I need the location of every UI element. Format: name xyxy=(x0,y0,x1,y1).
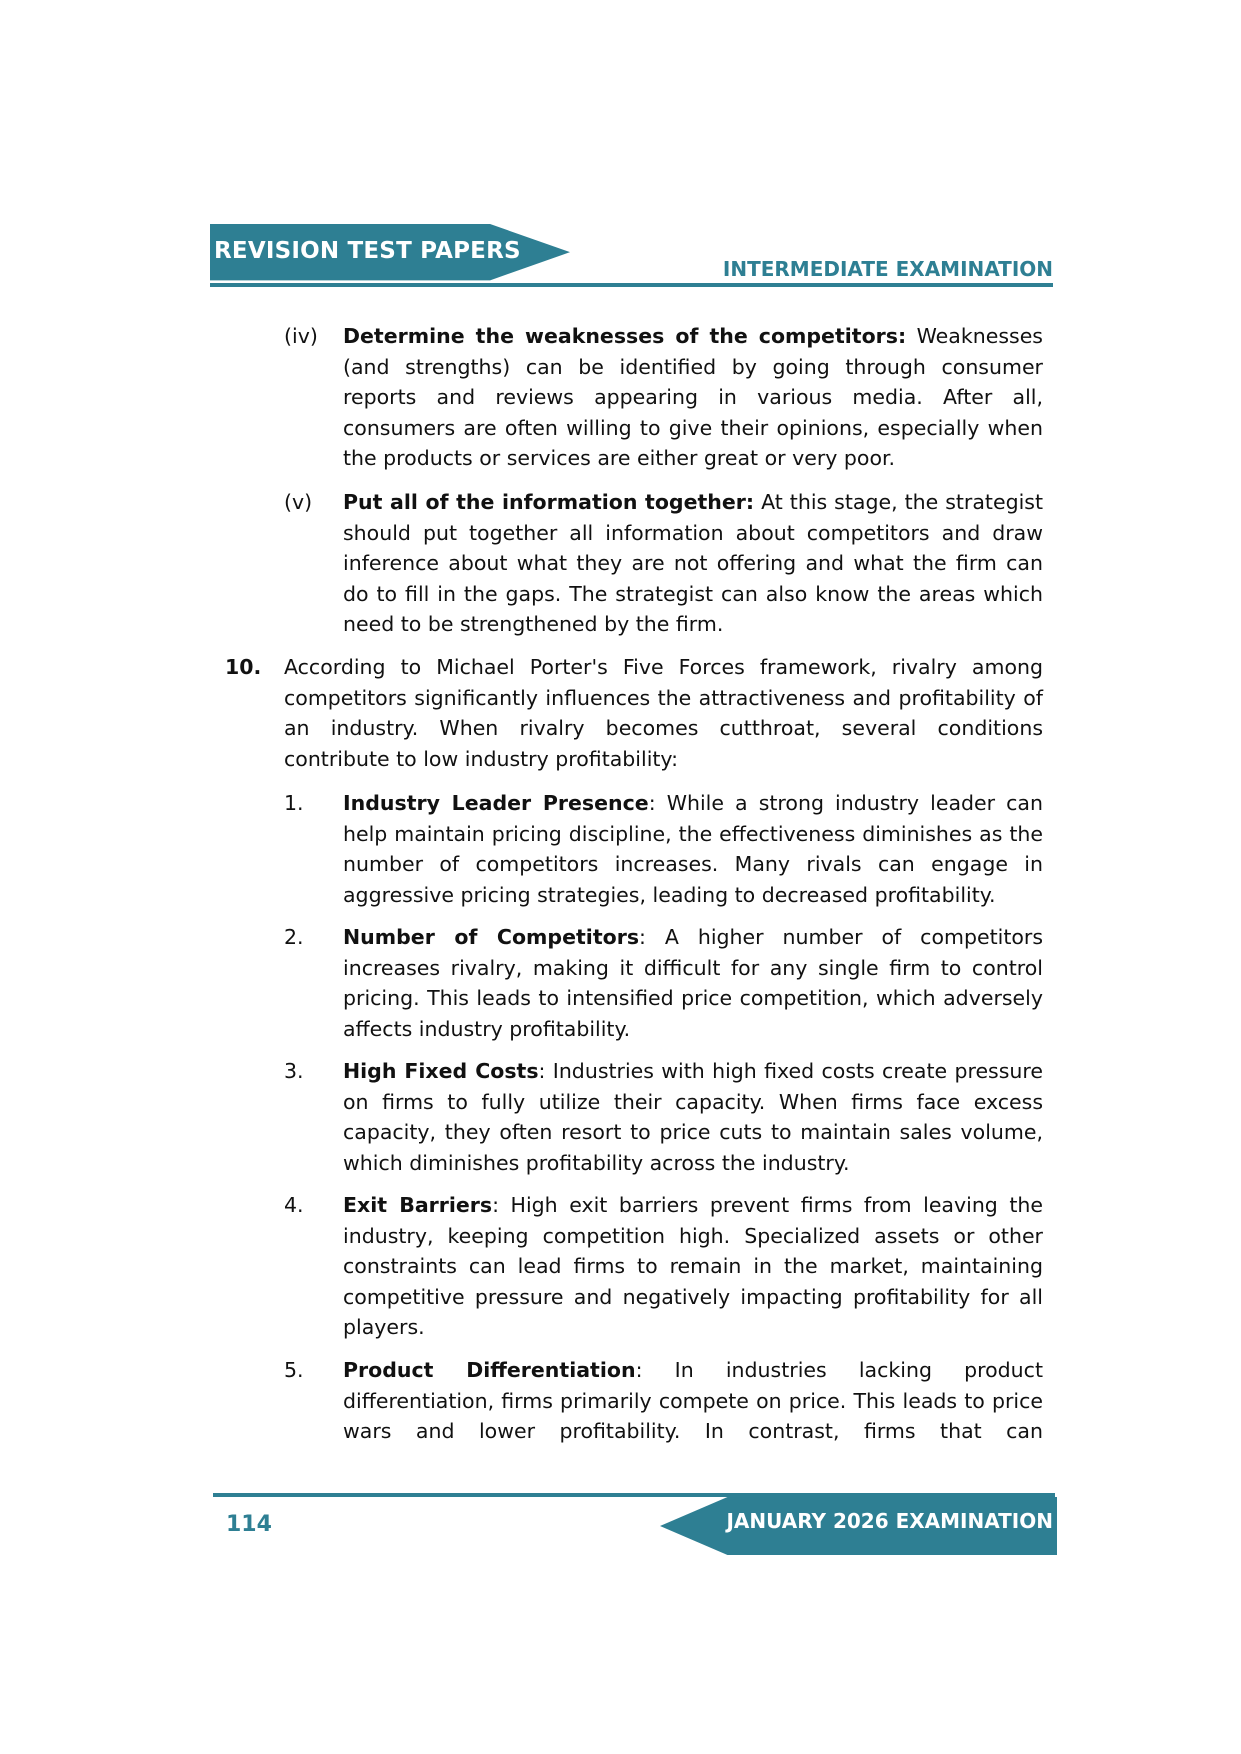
point-marker: 2. xyxy=(284,925,304,949)
list-item xyxy=(343,487,1043,640)
header-title: REVISION TEST PAPERS xyxy=(214,238,521,264)
page-number: 114 xyxy=(226,1512,272,1537)
point-body: : High exit barriers prevent firms from leaving the industry, keeping competition high. Specialized assets or other constraints can lead firms to remain in the market, maintaining competitive pressure and negatively impacting profitability for all players. xyxy=(343,1193,1043,1339)
item-marker: (v) xyxy=(284,490,313,514)
list-item xyxy=(343,788,1043,910)
point-body: : Industries with high fixed costs create pressure on firms to fully utilize their capacity. When firms face excess capacity, they often resort to price cuts to maintain sales volume, which diminishes profitability across the industry. xyxy=(343,1059,1043,1175)
point-marker: 3. xyxy=(284,1059,304,1083)
list-item xyxy=(343,1355,1043,1447)
list-item xyxy=(343,922,1043,1044)
footer-exam-label: JANUARY 2026 EXAMINATION xyxy=(726,1509,1053,1533)
item-marker: (iv) xyxy=(284,324,318,348)
point-title: Number of Competitors xyxy=(343,925,640,949)
question-number: 10. xyxy=(225,655,262,679)
footer-rule xyxy=(213,1493,1055,1497)
point-title: Industry Leader Presence xyxy=(343,791,649,815)
point-body: : In industries lacking product differentiation, firms primarily compete on price. This leads to price wars and lower profitability. In contrast, firms that can xyxy=(343,1358,1043,1443)
header-exam-label: INTERMEDIATE EXAMINATION xyxy=(722,257,1053,281)
point-body: : A higher number of competitors increases rivalry, making it difficult for any single firm to control pricing. This leads to intensified price competition, which adversely affects industry profitability. xyxy=(343,925,1044,1041)
item-title: Put all of the information together: xyxy=(343,490,755,514)
point-body: : While a strong industry leader can help maintain pricing discipline, the effectiveness diminishes as the number of competitors increases. Many rivals can engage in aggressive pricing strategies, leading to decreased profitability. xyxy=(343,791,1043,907)
item-body: Weaknesses (and strengths) can be identified by going through consumer reports and reviews appearing in various media. After all, consumers are often willing to give their opinions, especially when the products or services are either great or very poor. xyxy=(343,324,1043,470)
item-title: Determine the weaknesses of the competitors: xyxy=(343,324,907,348)
point-title: Product Differentiation xyxy=(343,1358,636,1382)
point-marker: 5. xyxy=(284,1358,304,1382)
header-rule xyxy=(210,283,1053,287)
question-intro: According to Michael Porter's Five Forces framework, rivalry among competitors significantly influences the attractiveness and profitability of an industry. When rivalry becomes cutthroat, several conditions contribute to low industry profitability: xyxy=(284,655,1043,771)
item-body: At this stage, the strategist should put together all information about competitors and draw inference about what they are not offering and what the firm can do to fill in the gaps. The strategist can also know the areas which need to be strengthened by the firm. xyxy=(343,490,1043,636)
point-marker: 1. xyxy=(284,791,304,815)
point-marker: 4. xyxy=(284,1193,304,1217)
point-title: Exit Barriers xyxy=(343,1193,493,1217)
list-item xyxy=(343,321,1043,474)
point-title: High Fixed Costs xyxy=(343,1059,539,1083)
list-item xyxy=(343,1056,1043,1178)
list-item xyxy=(343,1190,1043,1343)
